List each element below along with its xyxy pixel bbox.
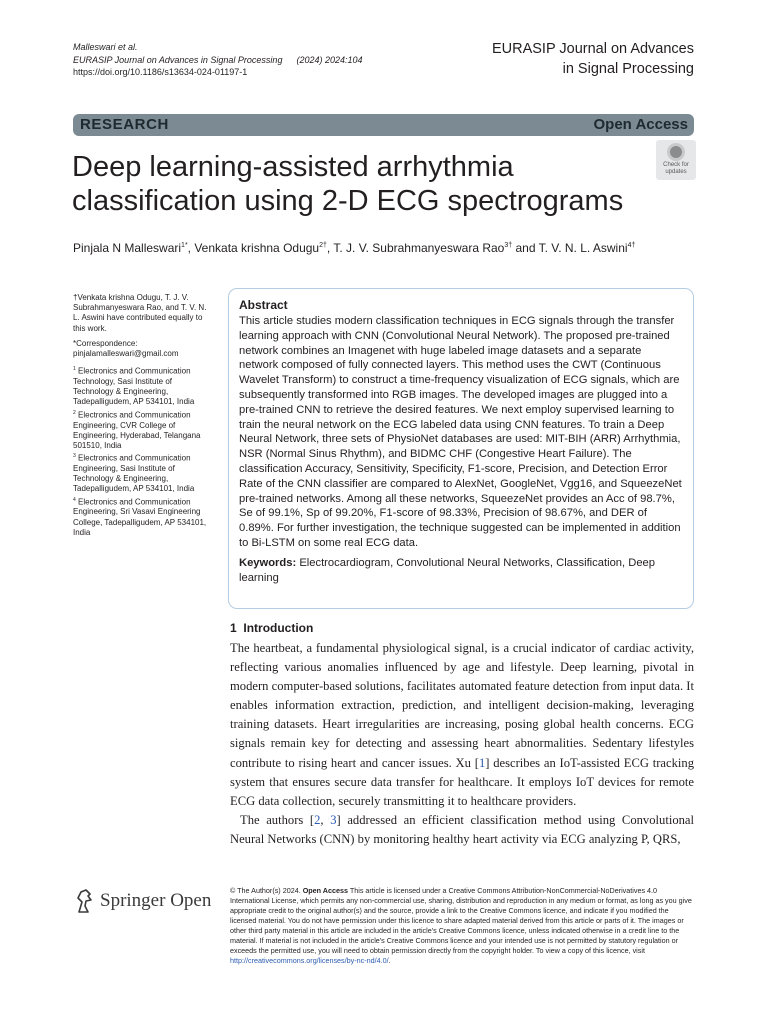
affiliation: $^2$ Electronics and Communication Engineering, CVR College of Engineering, Hyderabad, Telangana 501510, India (73, 409, 201, 450)
correspondence: *Correspondence: pinjalamalleswari@gmail.com (73, 338, 179, 359)
author-name: T. J. V. Subrahmanyeswara Rao (333, 241, 505, 255)
article-title: Deep learning-assisted arrhythmia classification using 2-D ECG spectrograms (72, 151, 624, 217)
section-banner (73, 114, 694, 136)
paragraph: The authors [2, 3] addressed an efficient classification method using Convolutional Neural Networks (CNN) by monitoring healthy heart activity via ECG analyzing P, QRS, (230, 812, 694, 846)
citation-link[interactable]: 1 (478, 755, 486, 770)
license-link[interactable]: http://creativecommons.org/licenses/by-nc-nd/4.0/ (230, 956, 389, 965)
correspondence-email[interactable]: pinjalamalleswari@gmail.com (73, 349, 179, 359)
keywords: Keywords: Electrocardiogram, Convolutional Neural Networks, Classification, Deep learning (239, 556, 655, 584)
header-author: Malleswari et al. (73, 42, 138, 52)
author-notes-sidebar (73, 293, 208, 538)
affiliation: $^4$ Electronics and Communication Engineering, Sri Vasavi Engineering College, Tadepalligudem, AP 534101, India (73, 496, 207, 537)
check-for-updates-badge[interactable]: Check for updates (656, 140, 696, 180)
author-name: T. V. N. L. Aswini (538, 241, 628, 255)
open-access-label: Open Access (593, 116, 688, 133)
author-name: Venkata krishna Odugu (194, 241, 320, 255)
header-doi[interactable]: https://doi.org/10.1186/s13634-024-01197-1 (73, 67, 248, 77)
license-statement: © The Author(s) 2024. Open Access This article is licensed under a Creative Commons Attribution-NonCommercial-NoDerivatives 4.0 International License, which permits any non-commercial use, sharing, distribution and reproduction in any medium or format, as long as you give appropriate credit to the original author(s) and the source, provide a link to the Creative Commons licence, and indicate if you modified the licensed material. You do not have permission under this licence to share adapted material derived from this article or parts of it. The images or other third party material in this article are included in the article's Creative Commons licence, unless indicated otherwise in a credit line to the material. If material is not included in the article's Creative Commons licence and your intended use is not permitted by statutory regulation or exceeds the permitted use, you will need to obtain permission directly from the copyright holder. To view a copy of this licence, visit http://creativecommons.org/licenses/by-nc-nd/4.0/. (230, 886, 692, 965)
citation-link[interactable]: 2 (314, 812, 321, 827)
springer-open-logo: Springer Open (73, 886, 218, 916)
springer-horse-icon (73, 888, 95, 914)
abstract-text: This article studies modern classification techniques in ECG signals through the transfer learning approach with CNN (Convolutional Neural Network). The proposed pre-trained network combines an Imagenet with huge labeled image datasets and a separate network composed of fully connected layers. This method uses the CWT (Continuous Wavelet Transform) to construct a time-frequency visualization of ECG signals, which are subsequently transformed into RGB images. The developed images are plugged into a pre-trained CNN to retrieve the desired features. We next employ supervised learning to train the neural network on the ECG labeled data using CNN features. To train a Deep Neural Network, three sets of PhysioNet databases are used: MIT-BIH (ARR) Arrhythmia, NSR (Normal Sinus Rhythm), and BIDMC CHF (Congestive Heart Failure). The classification Accuracy, Sensitivity, Specificity, F1-score, Precision, and Detection Error Rate of the CNN classifier are compared to AlexNet, GoogleNet, Vgg16, and SqueezeNet pre-trained networks. Among all these networks, SqueezeNet provides an Acc of 98.7%, Se of 99.1%, Sp of 99.20%, F1-score of 98.33%, Precision of 98.67%, and DER of 0.89%. For further investigation, the technique suggested can be implemented in addition to Bi-LSTM on some real ECG data. (239, 315, 682, 549)
citation-link[interactable]: 3 (330, 812, 337, 827)
affiliation: $^1$ Electronics and Communication Technology, Sasi Institute of Technology & Engineering, Tadepalligudem, AP 534101, India (73, 366, 195, 407)
section-heading: 1 Introduction (230, 621, 314, 635)
check-updates-icon (667, 143, 685, 161)
author-name: Pinjala N Malleswari (73, 241, 182, 255)
paragraph: The heartbeat, a fundamental physiological signal, is a crucial indicator of cardiac activity, reflecting various anomalies influenced by age and lifestyle. Deep learning, pivotal in modern computer-based solutions, facilitates automated feature detection from input data. It enables information extraction, prediction, and intelligent decision-making, leveraging training datasets. Heart irregularities are increasing, posing global health concerns. ECG signals remain key for detecting and assessing heart abnormalities. Sedentary lifestyles contribute to rising heart and cancer issues. Xu [1] describes an IoT-assisted ECG tracking system that ensures secure data transfer for healthcare. It employs IoT devices for remote ECG data collection, securely transmitting it to healthcare providers. (230, 641, 694, 808)
header-journal: EURASIP Journal on Advances in Signal Processing (73, 54, 283, 65)
article-body (230, 639, 694, 849)
affiliation: $^3$ Electronics and Communication Engineering, Sasi Institute of Technology & Engineering, Tadepalligudem, AP 534101, India (73, 453, 195, 494)
header-year-volume: (2024) 2024:104 (296, 54, 363, 65)
research-label: RESEARCH (80, 116, 169, 133)
equal-contribution-note: †Venkata krishna Odugu, T. J. V. Subrahmanyeswara Rao, and T. V. N. L. Aswini have contributed equally to this work. (73, 293, 207, 333)
journal-name: EURASIP Journal on Advances in Signal Processing (491, 41, 694, 77)
running-header (73, 41, 363, 79)
abstract-box (228, 288, 694, 609)
author-list: Pinjala N Malleswari$^{1*}$, Venkata krishna Odugu$^{2\dagger}$, T. J. V. Subrahmanyeswara Rao$^{3\dagger}$ and T. V. N. L. Aswini$^{4\dagger}$ (73, 241, 636, 255)
abstract-heading: Abstract (239, 298, 288, 312)
